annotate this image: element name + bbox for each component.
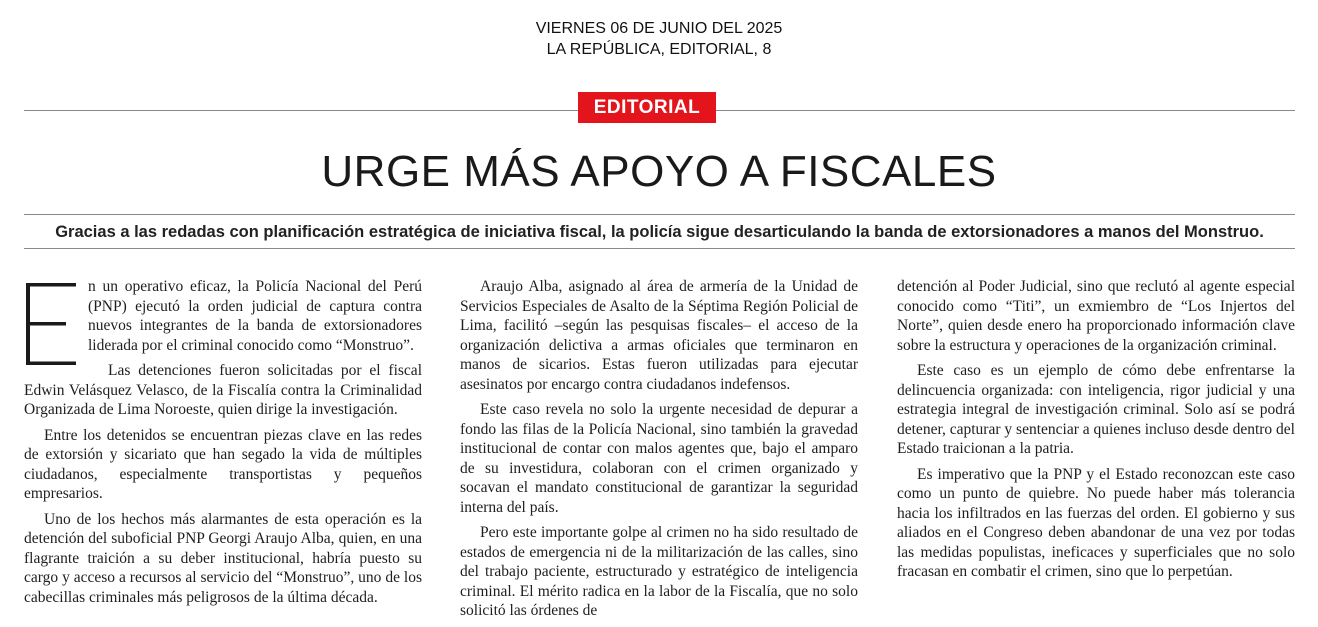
- dropcap-letter-glyph: [24, 281, 80, 367]
- deck-bottom-divider: [24, 248, 1295, 249]
- paragraph-1: n un operativo eficaz, la Policía Nacional del Perú (PNP) ejecutó la orden judicial de captura contra nuevos integrantes de la banda de extorsionadores liderada por el criminal conocido como “Monstruo”.: [88, 278, 422, 354]
- paragraph-6: Este caso revela no solo la urgente necesidad de depurar a fondo las filas de la Policía Nacional, sino también la gravedad institucional de contar con malos agentes que, bajo el amparo de su investidura, colaboran con el crimen organizado y socavan el mandato constitucional de garantizar la seguridad interna del país.: [460, 401, 858, 516]
- paragraph-10: Es imperativo que la PNP y el Estado reconozcan este caso como un punto de quiebre. No puede haber más tolerancia hacia los infiltrados en las fuerzas del orden. El gobierno y sus aliados en el Congreso deben abandonar de una vez por todas las medidas populistas, ineficaces y superficiales que no solo fracasan en combatir el crimen, sino que lo perpetúan.: [897, 465, 1295, 580]
- deck-top-divider: [24, 214, 1295, 215]
- publication-source: LA REPÚBLICA, EDITORIAL, 8: [546, 41, 772, 58]
- paragraph-5: Araujo Alba, asignado al área de armería de la Unidad de Servicios Especiales de Asalto de la Séptima Región Policial de Lima, facilitó –según las pesquisas fiscales– el acceso de la organización delictiva a armas oficiales que terminaron en manos de sicarios. Estas fueron utilizadas para ejecutar asesinatos por encargo contra ciudadanos indefensos.: [460, 278, 858, 393]
- paragraph-3: Entre los detenidos se encuentran piezas clave en las redes de extorsión y sicariato que han segado la vida de múltiples ciudadanos, especialmente transportistas y pequeños empresarios.: [24, 426, 422, 502]
- article-headline: URGE MÁS APOYO A FISCALES: [321, 147, 997, 196]
- section-tag: EDITORIAL: [578, 92, 716, 123]
- article-column-2: [460, 277, 858, 627]
- article-column-1: [24, 277, 422, 613]
- paragraph-8: detención al Poder Judicial, sino que reclutó al agente especial conocido como “Titi”, un exmiembro de “Los Injertos del Norte”, quien desde enero ha proporcionado información clave sobre la estructura y operaciones de la organización criminal.: [897, 278, 1295, 354]
- paragraph-9: Este caso es un ejemplo de cómo debe enfrentarse la delincuencia organizada: con inteligencia, rigor judicial y una estrategia integral de investigación criminal. Solo así se podrá detener, capturar y sentenciar a quienes incluso desde dentro del Estado traicionan a la patria.: [897, 362, 1295, 457]
- paragraph-4: Uno de los hechos más alarmantes de esta operación es la detención del suboficial PNP Georgi Araujo Alba, quien, en una flagrante traición a su deber institucional, habría puesto su cargo y acceso a recursos al servicio del “Monstruo”, uno de los cabecillas criminales más peligrosos de la última década.: [24, 510, 422, 606]
- article-column-3: [897, 277, 1295, 588]
- publication-date: VIERNES 06 DE JUNIO DEL 2025: [535, 20, 783, 37]
- article-deck: Gracias a las redadas con planificación estratégica de iniciativa fiscal, la policía sigue desarticulando la banda de extorsionadores a manos del Monstruo.: [55, 223, 1264, 241]
- dropcap-e: [24, 281, 80, 367]
- paragraph-2: Las detenciones fueron solicitadas por el fiscal Edwin Velásquez Velasco, de la Fiscalía contra la Criminalidad Organizada de Lima Noroeste, quien dirige la investigación.: [24, 362, 422, 418]
- paragraph-7: Pero este importante golpe al crimen no ha sido resultado de estados de emergencia ni de la militarización de las calles, sino del trabajo paciente, estructurado y estratégico de inteligencia criminal. El mérito radica en la labor de la Fiscalía, que no solo solicitó las órdenes de: [460, 524, 858, 619]
